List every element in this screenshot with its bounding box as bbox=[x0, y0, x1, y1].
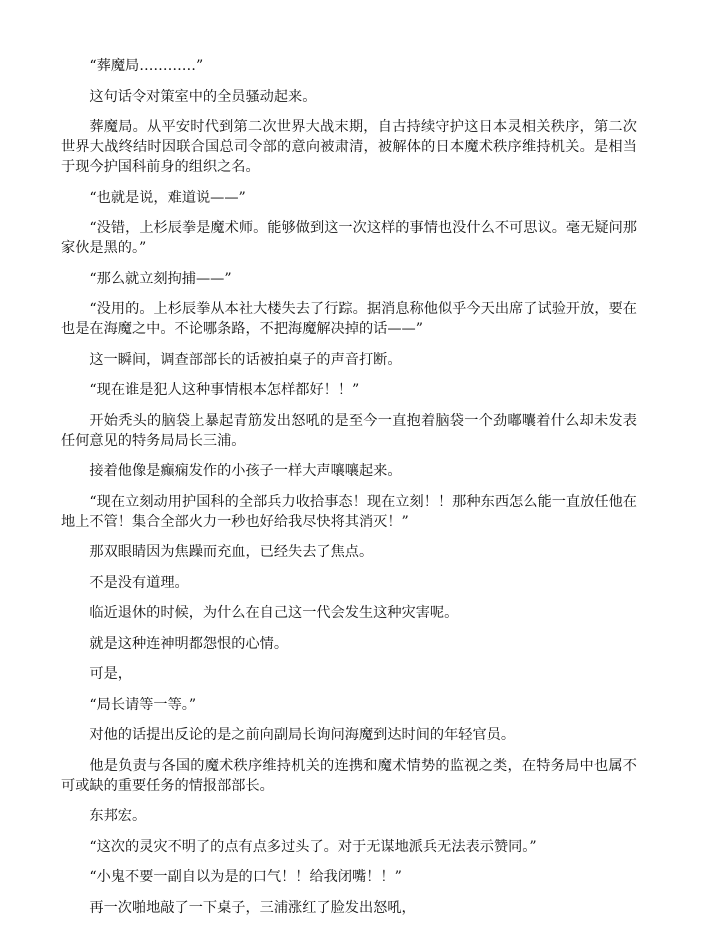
paragraph: 临近退休的时候，为什么在自己这一代会发生这种灾害呢。 bbox=[89, 605, 459, 621]
paragraph: 他是负责与各国的魔术秩序维持机关的连携和魔术情势的监视之类，在特务局中也属不可或缺的重要任务的情报部部长。 bbox=[61, 757, 637, 794]
paragraph: “现在谁是犯人这种事情根本怎样都好！！” bbox=[89, 382, 360, 398]
paragraph: 那双眼睛因为焦躁而充血，已经失去了焦点。 bbox=[89, 544, 374, 560]
paragraph: “局长请等一等。” bbox=[89, 696, 197, 713]
paragraph: 开始秃头的脑袋上暴起青筋发出怒吼的是至今一直抱着脑袋一个劲嘟囔着什么却未发表任何意见的特务局局长三浦。 bbox=[61, 412, 637, 449]
paragraph: “也就是说，难道说——” bbox=[89, 189, 246, 206]
paragraph: 这句话令对策室中的全员骚动起来。 bbox=[89, 88, 317, 105]
paragraph: 不是没有道理。 bbox=[89, 574, 189, 591]
paragraph: “没错，上杉辰拳是魔术师。能够做到这一次这样的事情也没什么不可思议。毫无疑问那家伙是黑的。” bbox=[61, 220, 637, 256]
paragraph: “这次的灵灾不明了的点有点多过头了。对于无谋地派兵无法表示赞同。” bbox=[89, 838, 537, 855]
paragraph: “现在立刻动用护国科的全部兵力收拾事态！现在立刻！！那种东西怎么能一直放任他在地上不管！集合全部火力一秒也好给我尽快将其消灭！” bbox=[61, 493, 637, 530]
paragraph: 葬魔局。从平安时代到第二次世界大战末期，自古持续守护这日本灵相关秩序，第二次世界大战终结时因联合国总司令部的意向被肃清，被解体的日本魔术秩序维持机关。是相当于现今护国科前身的组织之名。 bbox=[61, 119, 637, 175]
paragraph: 就是这种连神明都怨恨的心情。 bbox=[89, 635, 289, 652]
paragraph: “那么就立刻拘捕——” bbox=[89, 270, 232, 287]
paragraph: “没用的。上杉辰拳从本社大楼失去了行踪。据消息称他似乎今天出席了试验开放，要在也是在海魔之中。不论哪条路，不把海魔解决掉的话——” bbox=[61, 301, 637, 337]
paragraph: 再一次啪地敲了一下桌子，三浦涨红了脸发出怒吼， bbox=[89, 899, 416, 916]
paragraph: “葬魔局…………” bbox=[89, 58, 204, 74]
paragraph: 对他的话提出反论的是之前向副局长询问海魔到达时间的年轻官员。 bbox=[89, 727, 516, 743]
paragraph: 这一瞬间，调查部部长的话被拍桌子的声音打断。 bbox=[89, 351, 402, 368]
paragraph: “小鬼不要一副自以为是的口气！！给我闭嘴！！” bbox=[89, 869, 402, 885]
paragraph: 东邦宏。 bbox=[89, 808, 147, 824]
document-page bbox=[61, 56, 637, 928]
paragraph: 可是， bbox=[89, 666, 132, 682]
paragraph: 接着他像是癫痫发作的小孩子一样大声嚷嚷起来。 bbox=[89, 463, 402, 479]
